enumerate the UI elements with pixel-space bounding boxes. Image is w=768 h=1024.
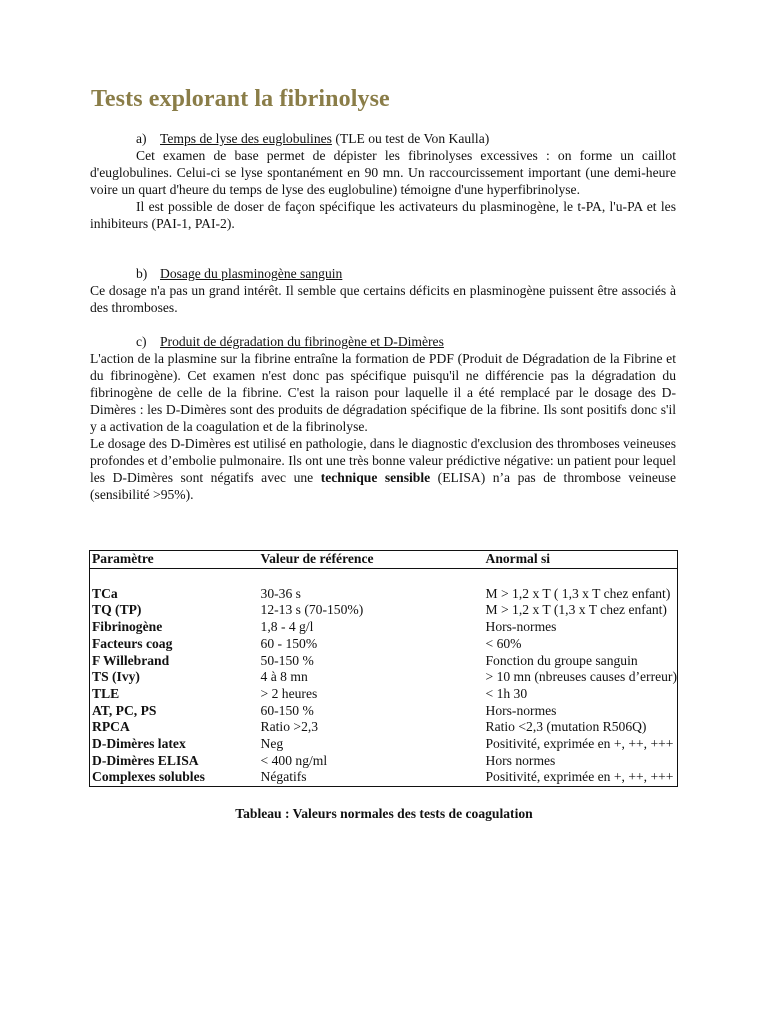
table-cell-anormal: M > 1,2 x T (1,3 x T chez enfant) [485,602,667,618]
table-cell-valeur: 60 - 150% [260,635,318,651]
table-row [90,769,678,786]
table-row [90,753,678,770]
reference-values-table [89,550,678,787]
table-caption: Tableau : Valeurs normales des tests de coagulation [235,806,533,821]
table-row [90,586,678,603]
table-cell-valeur: < 400 ng/ml [260,752,328,768]
table-cell-valeur: Négatifs [260,769,307,785]
section-a-title: Temps de lyse des euglobulines [160,131,332,146]
table-row [90,736,678,753]
table-cell-parametre: RPCA [92,719,130,735]
section-c-label: c) [136,334,147,349]
table-cell-parametre: TLE [92,685,120,701]
section-c-paragraph-2-start: Le dosage des D-Dimères est utilisé en pathologie, dans le diagnostic d'exclusion des thromboses veineuses profondes et d’embolie pulmonaire. Ils ont une très bonne valeur prédictive négative: un patient pour lequel les D-Dimères sont négatifs avec une [90,436,676,485]
table-cell-valeur: > 2 heures [260,685,318,701]
table-cell-parametre: AT, PC, PS [92,702,157,718]
table-spacer-row [90,568,678,586]
section-a-title-suffix: (TLE ou test de Von Kaulla) [331,131,490,146]
table-cell-valeur: 1,8 - 4 g/l [260,619,314,635]
section-b-heading [90,265,676,282]
table-cell-parametre: Facteurs coag [92,635,173,651]
table-cell-valeur: Ratio >2,3 [260,719,319,735]
table-cell-anormal: < 1h 30 [485,685,528,701]
section-a-paragraph-1: Cet examen de base permet de dépister les fibrinolyses excessives : on forme un caillot d'euglobulines. Celui-ci se lyse spontanément en 90 mn. Un raccourcissement important (une demi-heure voire un quart d'heure du temps de lyse des euglobuline) témoigne d'une hyperfibrinolyse. [90,148,676,197]
table-cell-anormal: Hors normes [485,752,556,768]
table-cell-parametre: Complexes solubles [92,769,205,785]
table-cell-valeur: 12-13 s (70-150%) [260,602,364,618]
table-cell-parametre: TCa [92,585,118,601]
section-c-paragraph-1: L'action de la plasmine sur la fibrine entraîne la formation de PDF (Produit de Dégradation de la Fibrine et du fibrinogène). Cet examen n'est donc pas spécifique puisqu'il ne différencie pas la dégradation du fibrinogène de celle de la fibrine. C'est la raison pour laquelle il a été remplacé par le dosage des D-Dimères : les D-Dimères sont des produits de dégradation spécifique de la fibrine. Ils sont positifs donc s'il y a activation de la coagulation et de la fibrinolyse. [90,351,676,434]
table-cell-parametre: Fibrinogène [92,619,163,635]
section-a-heading [90,130,676,147]
table-header-parametre: Paramètre [90,551,259,569]
table-cell-anormal: < 60% [485,635,522,651]
table-cell-valeur: 30-36 s [260,585,301,601]
section-c-paragraph-2-bold: technique sensible [320,470,431,485]
table-cell-anormal: Positivité, exprimée en +, ++, +++ [485,736,674,752]
table-cell-valeur: 50-150 % [260,652,314,668]
table-cell-parametre: TQ (TP) [92,602,142,618]
table-cell-parametre: TS (Ivy) [92,669,140,685]
section-c-paragraph-2-end: (ELISA) n’a pas de thrombose veineuse (sensibilité >95%). [90,470,676,502]
table-cell-valeur: Neg [260,736,284,752]
table-cell-anormal: Hors-normes [485,702,557,718]
table-header-valeur: Valeur de référence [259,551,484,569]
table-row [90,686,678,703]
table-row [90,653,678,670]
table-cell-parametre: D-Dimères latex [92,736,186,752]
table-cell-anormal: Ratio <2,3 (mutation R506Q) [485,719,647,735]
section-c-heading [90,333,676,350]
table-cell-anormal: Positivité, exprimée en +, ++, +++ [485,769,674,785]
table-header-anormal: Anormal si [484,551,678,569]
section-a-label: a) [136,131,147,146]
section-c [90,333,676,503]
section-c-paragraph-2 [90,435,676,503]
table-row [90,669,678,686]
section-b [90,265,676,316]
section-a [90,130,676,232]
table-cell-anormal: Fonction du groupe sanguin [485,652,638,668]
table-row [90,602,678,619]
page-title: Tests explorant la fibrinolyse [91,86,390,112]
table-row [90,719,678,736]
table-row [90,619,678,636]
section-c-title: Produit de dégradation du fibrinogène et D-Dimères [160,334,444,349]
table-cell-valeur: 4 à 8 mn [260,669,308,685]
table-cell-valeur: 60-150 % [260,702,314,718]
table-body [90,551,678,787]
section-b-paragraph-1: Ce dosage n'a pas un grand intérêt. Il semble que certains déficits en plasminogène puissent être associés à des thromboses. [90,283,676,315]
table-cell-parametre: D-Dimères ELISA [92,752,199,768]
table-header-row [90,551,678,569]
section-a-paragraph-2: Il est possible de doser de façon spécifique les activateurs du plasminogène, le t-PA, l'u-PA et les inhibiteurs (PAI-1, PAI-2). [90,199,676,231]
table-cell-anormal: Hors-normes [485,619,557,635]
section-b-title: Dosage du plasminogène sanguin [160,266,343,281]
section-b-label: b) [136,266,148,281]
table-cell-anormal: > 10 mn (nbreuses causes d’erreur) [485,669,677,685]
table-row [90,636,678,653]
table-row [90,703,678,720]
table-cell-parametre: F Willebrand [92,652,170,668]
table-cell-anormal: M > 1,2 x T ( 1,3 x T chez enfant) [485,585,671,601]
